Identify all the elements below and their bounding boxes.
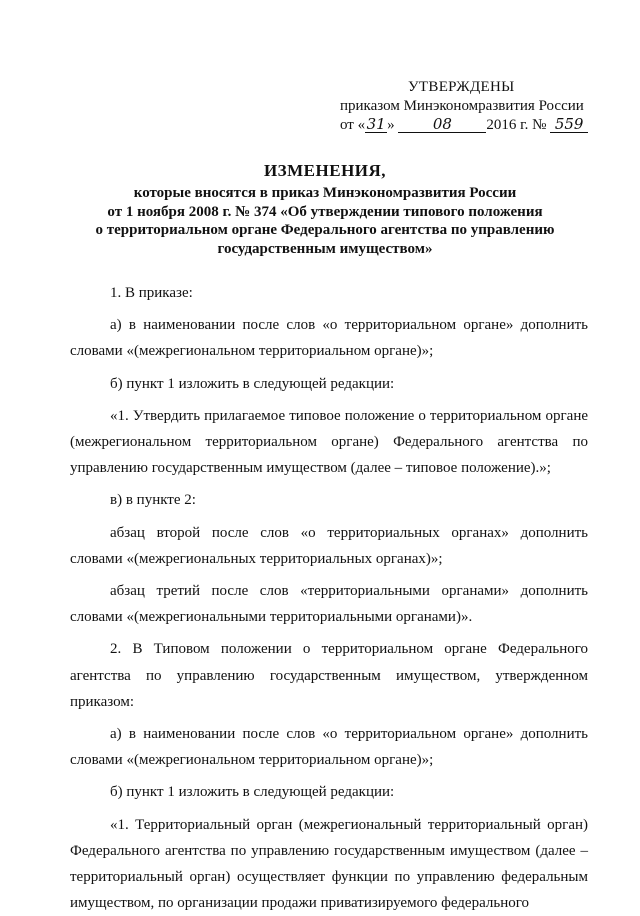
heading-line: которые вносятся в приказ Минэкономразвития России [133, 185, 517, 201]
heading-line: государственным имуществом» [217, 240, 433, 257]
paragraph: абзац второй после слов «о территориальных органах» дополнить словами «(межрегиональных территориальных органах)»; [70, 524, 588, 567]
heading-line: о территориальном органе Федерального агентства по управлению [95, 222, 555, 238]
approval-day-close: » [387, 117, 395, 133]
paragraph: а) в наименовании после слов «о территориальном органе» дополнить словами «(межрегиональном территориальном органе)»; [70, 726, 588, 769]
approval-block [340, 78, 610, 135]
approval-order-line: приказом Минэкономразвития России [340, 98, 584, 114]
paragraph: абзац третий после слов «территориальными органами» дополнить словами «(межрегиональными территориальными органами)». [70, 583, 588, 626]
approval-title: УТВЕРЖДЕНЫ [408, 79, 515, 95]
paragraph: в) в пункте 2: [110, 492, 196, 509]
heading-title: ИЗМЕНЕНИЯ, [263, 161, 387, 180]
approval-date-line [340, 116, 610, 135]
paragraph: 1. В приказе: [110, 285, 193, 301]
paragraph: «1. Утвердить прилагаемое типовое положение о территориальном органе (межрегиональном территориальном органе) Федерального агентства по управлению государственным имуществом (далее – типовое положение).»; [70, 407, 588, 477]
paragraph: б) пункт 1 изложить в следующей редакции: [110, 784, 395, 801]
heading-line: от 1 ноября 2008 г. № 374 «Об утверждении типового положения [107, 203, 543, 220]
paragraph: б) пункт 1 изложить в следующей редакции: [110, 375, 395, 392]
paragraph: а) в наименовании после слов «о территориальном органе» дополнить словами «(межрегиональном территориальном органе)»; [70, 317, 588, 360]
paragraph: 2. В Типовом положении о территориальном органе Федерального агентства по управлению государственным имуществом, утвержденном приказом: [70, 641, 588, 710]
approval-from-prefix: от « [340, 117, 366, 133]
paragraph: «1. Территориальный орган (межрегиональный территориальный орган) Федерального агентства по управлению государственным имуществом (далее – территориальный орган) осуществляет функции по управлению федеральным имуществом, по организации продажи приватизируемого федерального [70, 816, 588, 912]
document-heading [60, 160, 590, 258]
handwritten-day: 31 [366, 115, 386, 133]
handwritten-month: 08 [398, 117, 486, 133]
approval-year-suffix: 2016 г. № [486, 117, 547, 133]
handwritten-order-number: 559 [550, 117, 588, 133]
heading-subtitle [60, 184, 590, 258]
document-body [70, 280, 588, 916]
